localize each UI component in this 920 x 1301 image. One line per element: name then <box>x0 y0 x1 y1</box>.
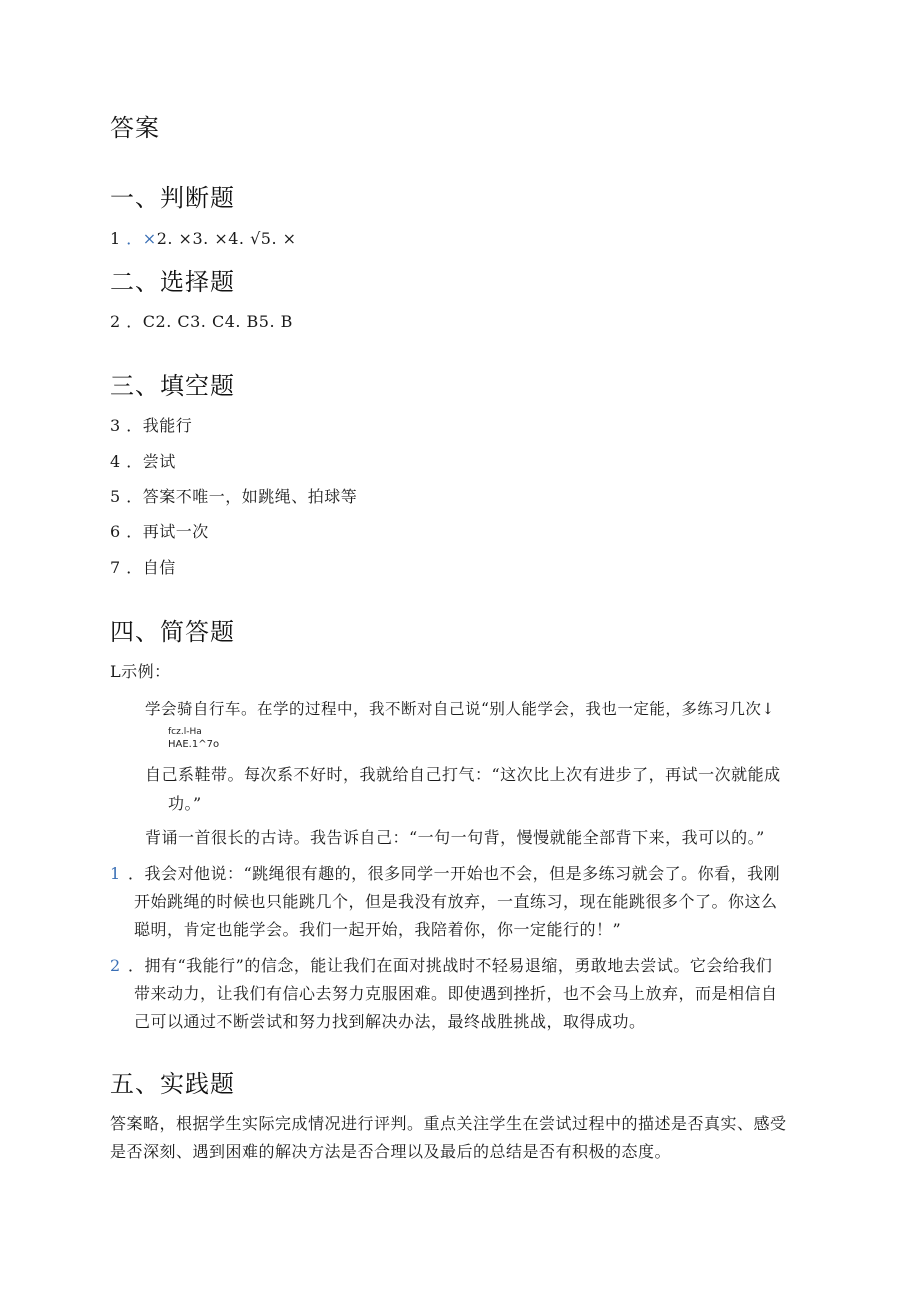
short-q2-line: 己可以通过不断尝试和努力找到解决办法，最终战胜挑战，取得成功。 <box>134 1012 646 1031</box>
example-3: 背诵一首很长的古诗。我告诉自己：“一句一句背，慢慢就能全部背下来，我可以的。” <box>145 828 765 847</box>
short-q2-line: 带来动力，让我们有信心去努力克服困难。即使遇到挫折，也不会马上放弃，而是相信自 <box>134 984 778 1003</box>
section-heading-fill: 三、填空题 <box>110 372 235 400</box>
example-2-line-2: 功。” <box>168 794 202 813</box>
short-q2-line: ．拥有“我能行”的信念，能让我们在面对挑战时不轻易退缩，勇敢地去尝试。它会给我们 <box>128 956 773 975</box>
fill-item: 5 ．答案不唯一，如跳绳、拍球等 <box>110 487 358 506</box>
garbled-text-1: fcz.l-Ha <box>168 727 202 737</box>
short-q1-number: 1 <box>110 864 121 883</box>
judge-first-mark: × <box>142 229 157 248</box>
section-heading-short: 四、简答题 <box>110 618 235 646</box>
short-q1-line: 聪明，肯定也能学会。我们一起开始，我陪着你，你一定能行的！” <box>134 920 622 939</box>
page-title: 答案 <box>110 114 160 142</box>
section-heading-judge: 一、判断题 <box>110 184 235 212</box>
fill-item: 3 ．我能行 <box>110 416 193 435</box>
judge-answer-line <box>110 231 297 247</box>
fill-item: 7 ．自信 <box>110 558 176 577</box>
short-q1-line: ．我会对他说：“跳绳很有趣的，很多同学一开始也不会，但是多练习就会了。你看，我刚 <box>128 864 781 883</box>
section-heading-practice: 五、实践题 <box>110 1070 235 1098</box>
fill-item: 4 ．尝试 <box>110 452 176 471</box>
example-1: 学会骑自行车。在学的过程中，我不断对自己说“别人能学会，我也一定能，多练习几次↓ <box>145 700 775 718</box>
short-q1-line: 开始跳绳的时候也只能跳几个，但是我没有放弃，一直练习，现在能跳很多个了。你这么 <box>134 892 778 911</box>
practice-line: 答案略，根据学生实际完成情况进行评判。重点关注学生在尝试过程中的描述是否真实、感受 <box>110 1114 787 1133</box>
practice-line: 是否深刻、遇到困难的解决方法是否合理以及最后的总结是否有积极的态度。 <box>110 1142 672 1161</box>
fill-item: 6 ．再试一次 <box>110 522 209 541</box>
example-label: L示例： <box>110 662 171 681</box>
choice-answer-line: 2 ．C2. C3. C4. B5. B <box>110 312 293 331</box>
judge-number: 1 <box>110 229 121 248</box>
garbled-text-2: HAE.1^7o <box>168 739 220 750</box>
judge-dot: ． <box>126 229 143 248</box>
judge-rest: 2. ×3. ×4. √5. × <box>156 229 297 248</box>
section-heading-choice: 二、选择题 <box>110 268 235 296</box>
example-2-line-1: 自己系鞋带。每次系不好时，我就给自己打气：“这次比上次有进步了，再试一次就能成 <box>145 765 781 784</box>
short-q2-number: 2 <box>110 956 121 975</box>
